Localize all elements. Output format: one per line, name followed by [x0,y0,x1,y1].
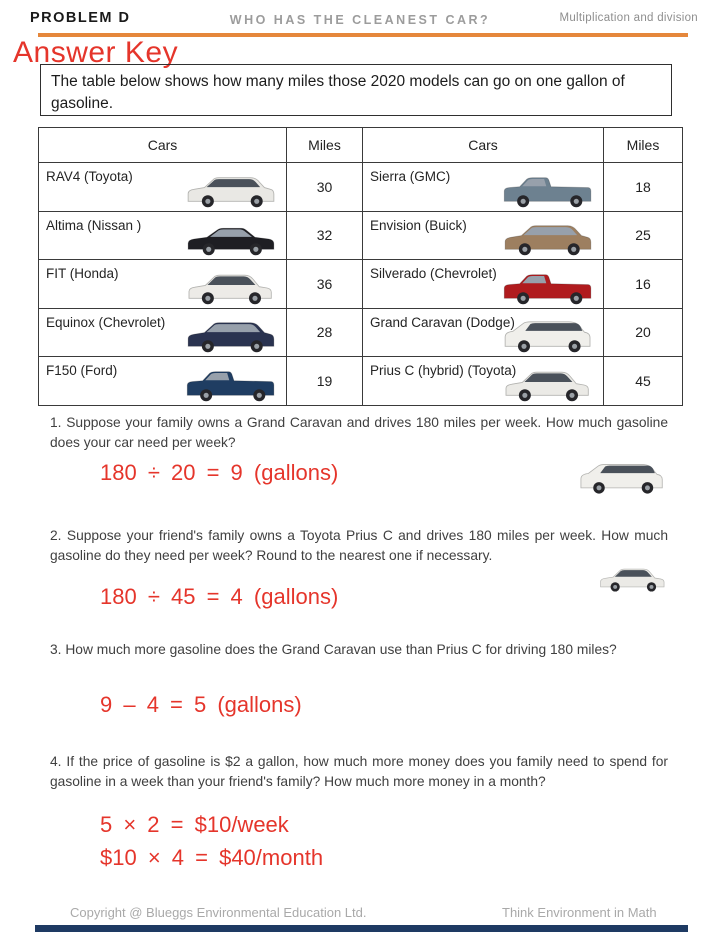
question-4-answer-week: 5 × 2 = $10/week [100,812,289,837]
car-label: Silverado (Chevrolet) [370,266,497,281]
car-label: Sierra (GMC) [370,169,451,184]
question-1-answer: 180 ÷ 20 = 9 (gallons) [100,460,339,485]
table-header-row [39,128,683,163]
answer-key-heading: Answer Key [13,36,179,69]
car-image-fit [181,270,281,306]
mpg-table [38,127,683,406]
car-cell [39,357,287,406]
car-label: RAV4 (Toyota) [46,169,133,184]
topic-tag: Multiplication and division [559,12,698,24]
miles-value: 45 [604,357,683,406]
car-label: Envision (Buick) [370,217,467,233]
car-image-prius-c [498,367,598,403]
miles-value: 28 [287,308,363,357]
car-image-equinox [181,318,281,354]
worksheet-title: WHO HAS THE CLEANEST CAR? [229,13,491,27]
car-cell [363,163,604,212]
table-row [39,308,683,357]
car-label: Equinox (Chevrolet) [46,314,166,330]
footer-copyright: Copyright @ Blueggs Environmental Education Ltd. [70,905,367,920]
car-image-silverado [498,270,598,306]
question-4-answer-month: $10 × 4 = $40/month [100,845,324,870]
table-row [39,260,683,309]
car-label: F150 (Ford) [46,363,118,378]
col-header-cars-right: Cars [363,128,604,163]
car-image-rav4 [181,173,281,209]
miles-value: 30 [287,163,363,212]
question-1-text: 1. Suppose your family owns a Grand Caravan and drives 180 miles per week. How much gasoline does your car need per week? [50,415,668,451]
miles-value: 18 [604,163,683,212]
car-cell [39,308,287,357]
question-2-text: 2. Suppose your friend's family owns a Toyota Prius C and drives 180 miles per week. How much gasoline do they need per week? Round to the nearest one if necessary. [50,528,668,564]
miles-value: 25 [604,211,683,260]
grand-caravan-answer-image [576,452,668,504]
question-3-text: 3. How much more gasoline does the Grand Caravan use than Prius C for driving 180 miles? [50,642,617,657]
car-image-f150 [181,367,281,403]
question-4-text: 4. If the price of gasoline is $2 a gallon, how much more money does you family need to spend for gasoline in a week than your friend's family? How much more money in a month? [50,754,668,790]
car-image-sierra [498,173,598,209]
question-3-answer: 9 – 4 = 5 (gallons) [100,692,302,717]
car-image-envision [498,221,598,257]
table-row [39,211,683,260]
table-row [39,357,683,406]
car-cell [363,211,604,260]
miles-value: 19 [287,357,363,406]
intro-box: The table below shows how many miles those 2020 models can go on one gallon of gasoline. [40,64,672,116]
car-cell [363,308,604,357]
col-header-cars-left: Cars [39,128,287,163]
car-cell [39,260,287,309]
bottom-bar [35,925,688,932]
car-image-grand-caravan [498,318,598,354]
miles-value: 16 [604,260,683,309]
car-image-altima [181,221,281,257]
car-cell [363,357,604,406]
table-row [39,163,683,212]
car-cell [363,260,604,309]
miles-value: 32 [287,211,363,260]
car-label: Altima (Nissan ) [46,217,142,233]
col-header-miles-right: Miles [604,128,683,163]
prius-c-answer-image [596,556,670,602]
question-4-answer [100,808,323,874]
miles-value: 20 [604,308,683,357]
car-label: FIT (Honda) [46,266,119,281]
footer-tagline: Think Environment in Math [502,905,657,920]
col-header-miles-left: Miles [287,128,363,163]
car-cell [39,211,287,260]
car-label: Grand Caravan (Dodge) [370,314,515,330]
miles-value: 36 [287,260,363,309]
car-label: Prius C (hybrid) (Toyota) [370,363,517,378]
question-2-answer: 180 ÷ 45 = 4 (gallons) [100,584,339,609]
car-cell [39,163,287,212]
problem-label: PROBLEM D [30,10,131,26]
